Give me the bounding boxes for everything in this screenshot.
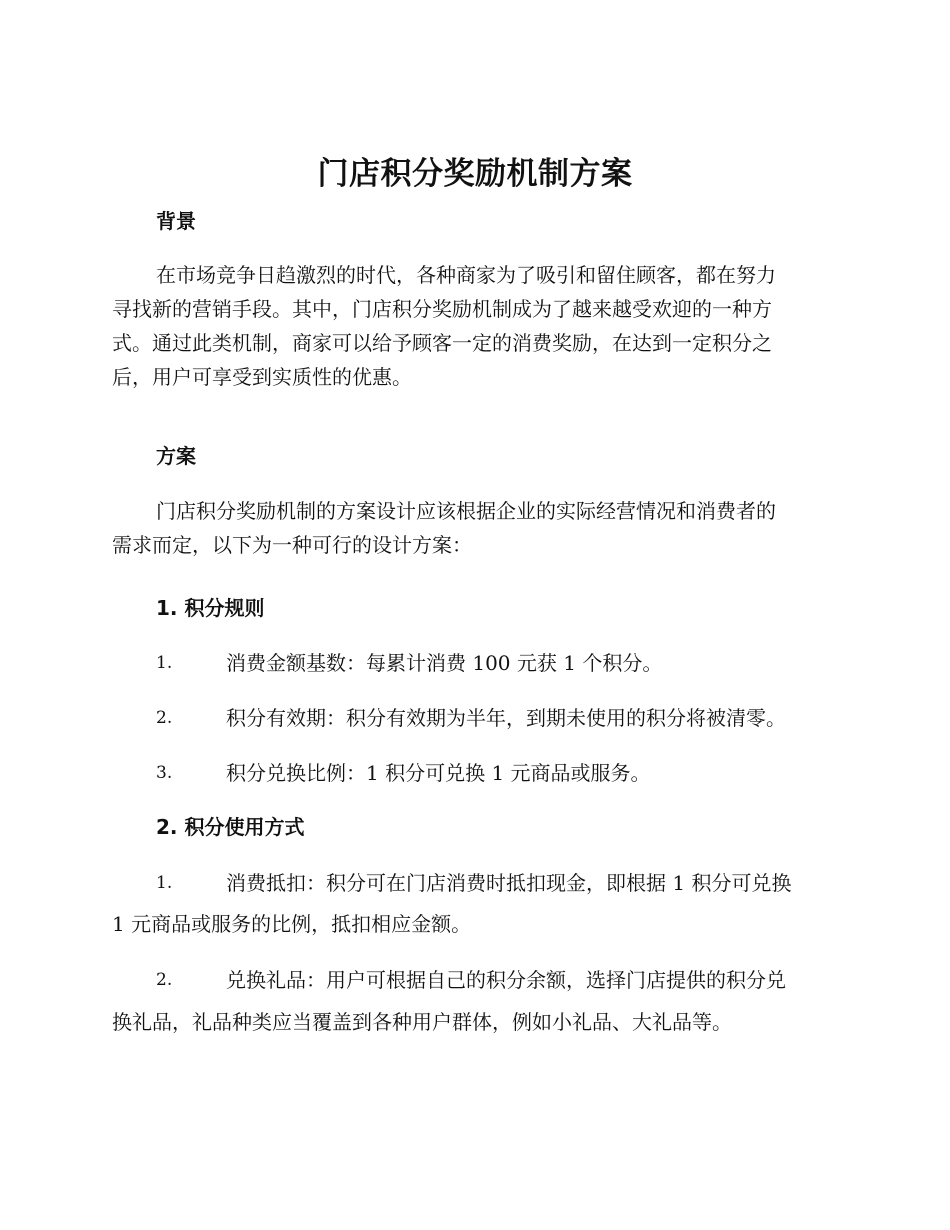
paragraph-plan [112, 494, 832, 562]
paragraph-line: 门店积分奖励机制的方案设计应该根据企业的实际经营情况和消费者的 [156, 499, 776, 523]
list-item: 消费抵扣：积分可在门店消费时抵扣现金，即根据 1 积分可兑换 [226, 871, 792, 895]
heading-background: 背景 [156, 209, 196, 233]
list-item-number: 2. [156, 970, 173, 990]
list-item: 消费金额基数：每累计消费 100 元获 1 个积分。 [226, 651, 663, 675]
list-item: 积分兑换比例：1 积分可兑换 1 元商品或服务。 [226, 761, 651, 785]
paragraph-line: 寻找新的营销手段。其中，门店积分奖励机制成为了越来越受欢迎的一种方 [112, 297, 772, 321]
list-item-number: 3. [156, 763, 173, 783]
list-item-number: 2. [156, 708, 173, 728]
list-item-continuation: 换礼品，礼品种类应当覆盖到各种用户群体，例如小礼品、大礼品等。 [112, 1010, 732, 1034]
paragraph-line: 需求而定，以下为一种可行的设计方案： [112, 533, 472, 557]
paragraph-background [112, 258, 832, 394]
list-item-number: 1. [156, 873, 173, 893]
paragraph-line: 式。通过此类机制，商家可以给予顾客一定的消费奖励，在达到一定积分之 [112, 331, 772, 355]
list-item-number: 1. [156, 653, 173, 673]
list-item-continuation: 1 元商品或服务的比例，抵扣相应金额。 [112, 912, 472, 936]
heading-rules: 1. 积分规则 [156, 596, 265, 620]
heading-usage: 2. 积分使用方式 [156, 815, 305, 839]
heading-plan: 方案 [156, 444, 196, 468]
paragraph-line: 在市场竞争日趋激烈的时代，各种商家为了吸引和留住顾客，都在努力 [156, 263, 776, 287]
list-item: 兑换礼品：用户可根据自己的积分余额，选择门店提供的积分兑 [226, 968, 786, 992]
document-title: 门店积分奖励机制方案 [317, 156, 633, 192]
list-item: 积分有效期：积分有效期为半年，到期未使用的积分将被清零。 [226, 706, 786, 730]
paragraph-line: 后，用户可享受到实质性的优惠。 [112, 365, 412, 389]
